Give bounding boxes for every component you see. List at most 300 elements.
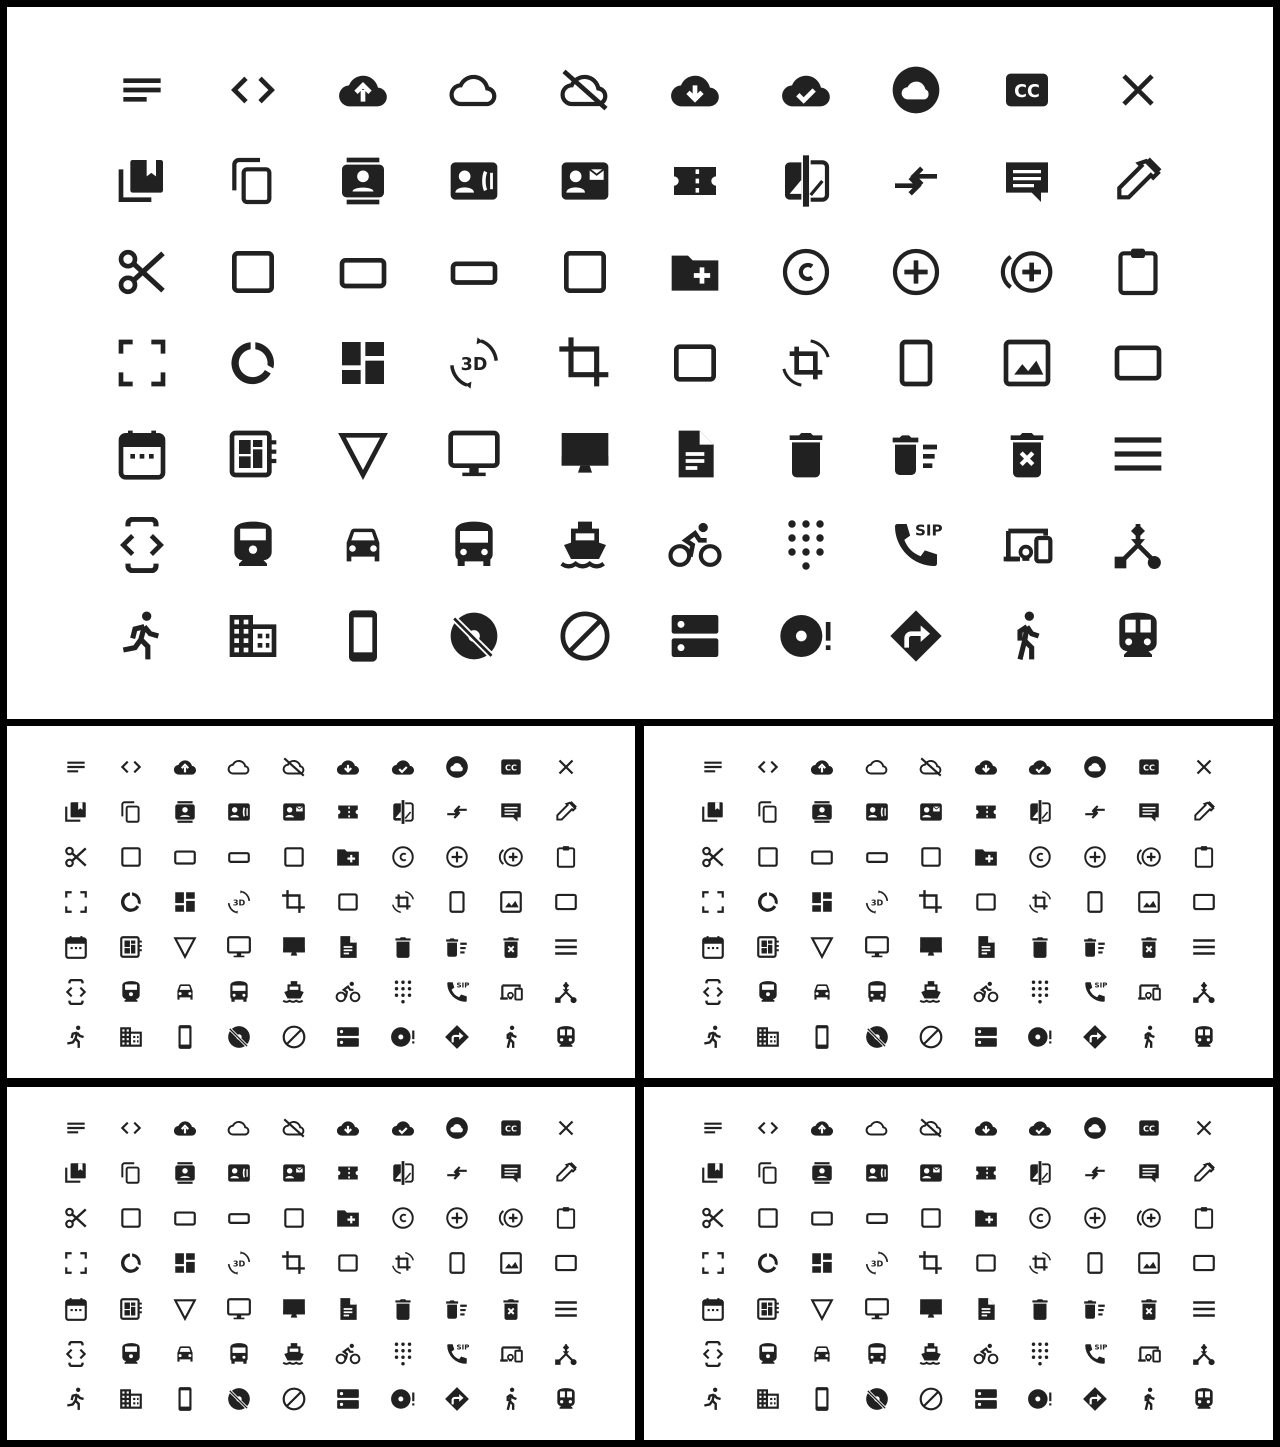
cloud-off-glyph <box>918 1115 944 1141</box>
dialer-sip-glyph <box>888 517 944 573</box>
developer-board-glyph <box>225 426 281 482</box>
compare-icon <box>375 789 429 834</box>
confirmation-number-glyph <box>335 1160 361 1186</box>
crop-square-icon <box>103 834 157 879</box>
directions-railway-glyph <box>118 979 144 1005</box>
sip-label: SIP <box>1094 1342 1108 1352</box>
developer-board-glyph <box>755 1296 781 1322</box>
crop-portrait-icon <box>1068 879 1123 924</box>
dehaze-icon <box>1177 1286 1232 1331</box>
crop-free-icon <box>686 879 741 924</box>
developer-mode-icon <box>49 1331 103 1376</box>
directions-bike-glyph <box>335 979 361 1005</box>
comment-icon <box>1122 789 1177 834</box>
comment-glyph <box>1136 799 1162 825</box>
dns-glyph <box>335 1024 361 1050</box>
directions-walk-icon <box>484 1377 538 1422</box>
crop-original-icon <box>1122 879 1177 924</box>
cloud-circle-glyph <box>1082 1115 1108 1141</box>
dehaze-icon <box>1082 408 1193 499</box>
directions-car-glyph <box>809 1341 835 1367</box>
directions-railway-glyph <box>755 1341 781 1367</box>
domain-glyph <box>118 1024 144 1050</box>
crop-landscape-icon <box>959 1241 1014 1286</box>
device-hub-icon <box>1177 1331 1232 1376</box>
date-range-icon <box>49 1286 103 1331</box>
cloud-upload-glyph <box>172 754 198 780</box>
disc-full-off-icon <box>850 1015 905 1060</box>
3d-label: 3D <box>870 1258 883 1269</box>
directions-bus-icon <box>212 1331 266 1376</box>
date-range-glyph <box>700 1296 726 1322</box>
content-copy-glyph <box>225 153 281 209</box>
directions-run-icon <box>49 1015 103 1060</box>
colorize-icon <box>539 1150 593 1195</box>
content-paste-icon <box>1082 227 1193 318</box>
disc-full-glyph <box>778 608 834 664</box>
description-glyph <box>973 1296 999 1322</box>
crop-glyph <box>281 889 307 915</box>
cloud-upload-glyph <box>809 1115 835 1141</box>
contact-phone-icon <box>419 136 530 227</box>
close-glyph <box>1110 62 1166 118</box>
device-hub-glyph <box>1191 1341 1217 1367</box>
compare-icon <box>751 136 862 227</box>
details-icon <box>308 408 419 499</box>
desktop-windows-glyph <box>226 934 252 960</box>
domain-glyph <box>225 608 281 664</box>
crop-original-icon <box>972 318 1083 409</box>
crop-16-9-glyph <box>864 844 890 870</box>
3d-rotation-icon <box>419 318 530 409</box>
desktop-windows-icon <box>850 925 905 970</box>
dehaze-glyph <box>1191 1296 1217 1322</box>
desktop-mac-icon <box>529 408 640 499</box>
do-not-disturb-icon <box>529 590 640 681</box>
crop-original-icon <box>484 879 538 924</box>
directions-bike-icon <box>321 970 375 1015</box>
devices-other-icon <box>484 1331 538 1376</box>
crop-portrait-icon <box>430 879 484 924</box>
content-paste-icon <box>1177 1196 1232 1241</box>
cloud-off-glyph <box>281 1115 307 1141</box>
collections-bookmark-glyph <box>63 799 89 825</box>
delete-forever-icon <box>484 925 538 970</box>
crop-5-4-icon <box>539 1241 593 1286</box>
compare-glyph <box>390 1160 416 1186</box>
dns-icon <box>321 1377 375 1422</box>
disc-full-glyph <box>1027 1386 1053 1412</box>
description-icon <box>959 1286 1014 1331</box>
devices-other-icon <box>1122 1331 1177 1376</box>
crop-glyph <box>281 1250 307 1276</box>
desktop-mac-icon <box>267 925 321 970</box>
short-text-icon <box>49 1105 103 1150</box>
crop-7-5-icon <box>795 834 850 879</box>
date-range-icon <box>49 925 103 970</box>
directions-bus-glyph <box>864 979 890 1005</box>
cloud-done-glyph <box>390 1115 416 1141</box>
crop-square-glyph <box>755 844 781 870</box>
crop-landscape-glyph <box>335 1250 361 1276</box>
desktop-mac-glyph <box>918 934 944 960</box>
crop-portrait-icon <box>1068 1241 1123 1286</box>
delete-glyph <box>390 1296 416 1322</box>
crop-7-5-glyph <box>809 844 835 870</box>
cloud-outline-glyph <box>226 1115 252 1141</box>
desktop-mac-icon <box>267 1286 321 1331</box>
cloud-off-icon <box>529 45 640 136</box>
confirmation-number-icon <box>959 1150 1014 1195</box>
contacts-glyph <box>809 1160 835 1186</box>
content-copy-icon <box>741 1150 796 1195</box>
crop-square-glyph <box>225 244 281 300</box>
delete-sweep-icon <box>430 925 484 970</box>
copyright-glyph <box>390 844 416 870</box>
desktop-windows-icon <box>850 1286 905 1331</box>
comment-icon <box>972 136 1083 227</box>
smartphone-icon <box>795 1377 850 1422</box>
crop-rotate-glyph <box>1027 889 1053 915</box>
dns-glyph <box>973 1386 999 1412</box>
contact-mail-glyph <box>918 799 944 825</box>
control-point-duplicate-glyph <box>498 844 524 870</box>
domain-glyph <box>755 1386 781 1412</box>
directions-subway-icon <box>1177 1377 1232 1422</box>
closed-caption-icon <box>484 1105 538 1150</box>
control-point-duplicate-glyph <box>1136 844 1162 870</box>
developer-board-icon <box>741 925 796 970</box>
cloud-upload-icon <box>795 744 850 789</box>
content-copy-icon <box>198 136 309 227</box>
dns-icon <box>640 590 751 681</box>
crop-rotate-glyph <box>1027 1250 1053 1276</box>
code-glyph <box>118 1115 144 1141</box>
content-paste-glyph <box>553 1205 579 1231</box>
compare-arrows-glyph <box>888 153 944 209</box>
desktop-mac-glyph <box>918 1296 944 1322</box>
dashboard-glyph <box>172 889 198 915</box>
disc-full-off-glyph <box>864 1386 890 1412</box>
disc-full-off-icon <box>212 1015 266 1060</box>
directions-walk-glyph <box>999 608 1055 664</box>
delete-sweep-icon <box>430 1286 484 1331</box>
dns-icon <box>321 1015 375 1060</box>
do-not-disturb-glyph <box>557 608 613 664</box>
directions-car-glyph <box>809 979 835 1005</box>
disc-full-off-icon <box>419 590 530 681</box>
delete-forever-glyph <box>999 426 1055 482</box>
directions-run-glyph <box>114 608 170 664</box>
directions-bike-glyph <box>973 979 999 1005</box>
directions-railway-glyph <box>225 517 281 573</box>
dns-glyph <box>667 608 723 664</box>
contact-mail-glyph <box>918 1160 944 1186</box>
create-new-folder-glyph <box>335 1205 361 1231</box>
dialer-sip-glyph <box>1082 979 1108 1005</box>
dashboard-icon <box>158 879 212 924</box>
desktop-windows-glyph <box>864 1296 890 1322</box>
directions-boat-icon <box>267 1331 321 1376</box>
crop-landscape-glyph <box>335 889 361 915</box>
colorize-glyph <box>1191 1160 1217 1186</box>
contact-phone-glyph <box>226 799 252 825</box>
contact-mail-icon <box>529 136 640 227</box>
developer-board-icon <box>103 1286 157 1331</box>
create-new-folder-icon <box>640 227 751 318</box>
devices-other-glyph <box>999 517 1055 573</box>
delete-sweep-glyph <box>444 1296 470 1322</box>
content-copy-icon <box>103 1150 157 1195</box>
devices-other-icon <box>1122 970 1177 1015</box>
closed-caption-icon <box>972 45 1083 136</box>
create-new-folder-icon <box>959 1196 1014 1241</box>
directions-walk-icon <box>484 1015 538 1060</box>
directions-subway-glyph <box>1191 1386 1217 1412</box>
dehaze-glyph <box>1191 934 1217 960</box>
delete-icon <box>1013 1286 1068 1331</box>
crop-landscape-glyph <box>973 889 999 915</box>
device-hub-glyph <box>1191 979 1217 1005</box>
compare-arrows-glyph <box>1082 1160 1108 1186</box>
dashboard-icon <box>158 1241 212 1286</box>
contacts-icon <box>795 1150 850 1195</box>
close-icon <box>1177 1105 1232 1150</box>
devices-other-glyph <box>498 979 524 1005</box>
disc-full-glyph <box>1027 1024 1053 1050</box>
directions-bus-glyph <box>446 517 502 573</box>
crop-portrait-glyph <box>444 1250 470 1276</box>
create-new-folder-glyph <box>973 1205 999 1231</box>
content-copy-glyph <box>755 1160 781 1186</box>
directions-run-glyph <box>700 1024 726 1050</box>
3d-rotation-glyph <box>226 1250 252 1276</box>
closed-caption-glyph <box>999 62 1055 118</box>
contact-mail-glyph <box>281 799 307 825</box>
crop-glyph <box>918 1250 944 1276</box>
delete-glyph <box>390 934 416 960</box>
contact-mail-glyph <box>281 1160 307 1186</box>
directions-walk-glyph <box>498 1386 524 1412</box>
cloud-download-glyph <box>667 62 723 118</box>
compare-arrows-glyph <box>444 1160 470 1186</box>
short-text-icon <box>686 1105 741 1150</box>
disc-full-off-glyph <box>226 1024 252 1050</box>
disc-full-icon <box>1013 1377 1068 1422</box>
crop-din-icon <box>267 1196 321 1241</box>
code-glyph <box>755 1115 781 1141</box>
data-usage-glyph <box>118 1250 144 1276</box>
contacts-glyph <box>335 153 391 209</box>
smartphone-icon <box>158 1377 212 1422</box>
date-range-glyph <box>63 1296 89 1322</box>
control-point-glyph <box>444 844 470 870</box>
crop-free-glyph <box>700 889 726 915</box>
domain-glyph <box>118 1386 144 1412</box>
crop-5-4-glyph <box>1110 335 1166 391</box>
dashboard-icon <box>795 1241 850 1286</box>
delete-glyph <box>1027 934 1053 960</box>
contact-phone-icon <box>212 1150 266 1195</box>
crop-landscape-glyph <box>973 1250 999 1276</box>
contact-phone-icon <box>850 1150 905 1195</box>
create-new-folder-icon <box>959 834 1014 879</box>
code-icon <box>103 744 157 789</box>
crop-7-5-glyph <box>172 1205 198 1231</box>
dns-icon <box>959 1015 1014 1060</box>
crop-free-glyph <box>114 335 170 391</box>
directions-icon <box>430 1015 484 1060</box>
close-icon <box>1177 744 1232 789</box>
crop-portrait-icon <box>861 318 972 409</box>
crop-portrait-icon <box>430 1241 484 1286</box>
directions-bike-icon <box>959 1331 1014 1376</box>
data-usage-glyph <box>118 889 144 915</box>
developer-mode-glyph <box>63 979 89 1005</box>
comment-glyph <box>498 1160 524 1186</box>
directions-walk-icon <box>972 590 1083 681</box>
cloud-download-icon <box>959 744 1014 789</box>
data-usage-glyph <box>755 889 781 915</box>
crop-square-glyph <box>755 1205 781 1231</box>
device-hub-glyph <box>1110 517 1166 573</box>
directions-bus-glyph <box>226 979 252 1005</box>
delete-icon <box>1013 925 1068 970</box>
dehaze-glyph <box>553 1296 579 1322</box>
compare-arrows-glyph <box>444 799 470 825</box>
crop-icon <box>904 879 959 924</box>
crop-din-glyph <box>918 1205 944 1231</box>
device-hub-icon <box>539 970 593 1015</box>
crop-original-glyph <box>1136 889 1162 915</box>
crop-square-icon <box>741 834 796 879</box>
crop-16-9-glyph <box>446 244 502 300</box>
3d-label: 3D <box>870 897 883 908</box>
directions-railway-icon <box>741 970 796 1015</box>
directions-boat-icon <box>529 499 640 590</box>
delete-forever-icon <box>972 408 1083 499</box>
compare-glyph <box>390 799 416 825</box>
close-icon <box>1082 45 1193 136</box>
directions-bike-icon <box>321 1331 375 1376</box>
details-glyph <box>809 1296 835 1322</box>
code-icon <box>103 1105 157 1150</box>
directions-run-glyph <box>63 1386 89 1412</box>
directions-subway-icon <box>539 1015 593 1060</box>
small-icon-panel-top-left <box>7 726 635 1078</box>
dehaze-icon <box>539 1286 593 1331</box>
dehaze-icon <box>1177 925 1232 970</box>
do-not-disturb-icon <box>267 1377 321 1422</box>
do-not-disturb-icon <box>904 1015 959 1060</box>
cloud-circle-icon <box>430 1105 484 1150</box>
collections-bookmark-icon <box>49 789 103 834</box>
do-not-disturb-icon <box>267 1015 321 1060</box>
cloud-circle-glyph <box>444 1115 470 1141</box>
control-point-glyph <box>1082 844 1108 870</box>
collections-bookmark-glyph <box>63 1160 89 1186</box>
directions-walk-icon <box>1122 1015 1177 1060</box>
compare-icon <box>375 1150 429 1195</box>
delete-icon <box>375 925 429 970</box>
short-text-glyph <box>114 62 170 118</box>
delete-sweep-glyph <box>444 934 470 960</box>
directions-glyph <box>444 1024 470 1050</box>
dashboard-glyph <box>809 889 835 915</box>
crop-landscape-icon <box>959 879 1014 924</box>
cc-label: CC <box>1014 82 1040 103</box>
cc-label: CC <box>1143 761 1156 772</box>
cloud-download-glyph <box>973 1115 999 1141</box>
directions-car-icon <box>795 970 850 1015</box>
data-usage-icon <box>741 1241 796 1286</box>
crop-original-glyph <box>999 335 1055 391</box>
crop-5-4-icon <box>1177 1241 1232 1286</box>
cloud-outline-icon <box>419 45 530 136</box>
crop-5-4-glyph <box>553 889 579 915</box>
device-hub-glyph <box>553 979 579 1005</box>
smartphone-glyph <box>172 1386 198 1412</box>
content-paste-icon <box>539 1196 593 1241</box>
directions-boat-glyph <box>557 517 613 573</box>
directions-glyph <box>888 608 944 664</box>
crop-icon <box>904 1241 959 1286</box>
contacts-glyph <box>172 1160 198 1186</box>
directions-car-icon <box>308 499 419 590</box>
crop-din-icon <box>904 834 959 879</box>
content-copy-glyph <box>118 1160 144 1186</box>
collections-bookmark-glyph <box>700 1160 726 1186</box>
collections-bookmark-glyph <box>700 799 726 825</box>
cloud-upload-icon <box>158 744 212 789</box>
crop-free-glyph <box>63 1250 89 1276</box>
cloud-circle-icon <box>1068 1105 1123 1150</box>
delete-sweep-icon <box>1068 925 1123 970</box>
control-point-duplicate-icon <box>972 227 1083 318</box>
directions-bus-glyph <box>226 1341 252 1367</box>
device-hub-icon <box>539 1331 593 1376</box>
crop-16-9-glyph <box>226 844 252 870</box>
date-range-icon <box>686 925 741 970</box>
3d-rotation-glyph <box>446 335 502 391</box>
cloud-done-glyph <box>390 754 416 780</box>
directions-run-glyph <box>700 1386 726 1412</box>
content-copy-glyph <box>755 799 781 825</box>
comment-icon <box>484 1150 538 1195</box>
short-text-icon <box>87 45 198 136</box>
devices-other-glyph <box>1136 979 1162 1005</box>
crop-square-icon <box>741 1196 796 1241</box>
colorize-glyph <box>553 1160 579 1186</box>
details-glyph <box>335 426 391 482</box>
control-point-duplicate-glyph <box>999 244 1055 300</box>
icon-grid <box>7 7 1273 719</box>
domain-icon <box>103 1377 157 1422</box>
directions-subway-glyph <box>1191 1024 1217 1050</box>
cloud-outline-glyph <box>226 754 252 780</box>
delete-forever-icon <box>484 1286 538 1331</box>
confirmation-number-glyph <box>973 799 999 825</box>
crop-rotate-glyph <box>390 889 416 915</box>
short-text-glyph <box>63 1115 89 1141</box>
3d-rotation-icon <box>850 1241 905 1286</box>
close-icon <box>539 1105 593 1150</box>
contact-phone-glyph <box>226 1160 252 1186</box>
delete-glyph <box>1027 1296 1053 1322</box>
control-point-icon <box>861 227 972 318</box>
colorize-glyph <box>553 799 579 825</box>
colorize-glyph <box>1191 799 1217 825</box>
